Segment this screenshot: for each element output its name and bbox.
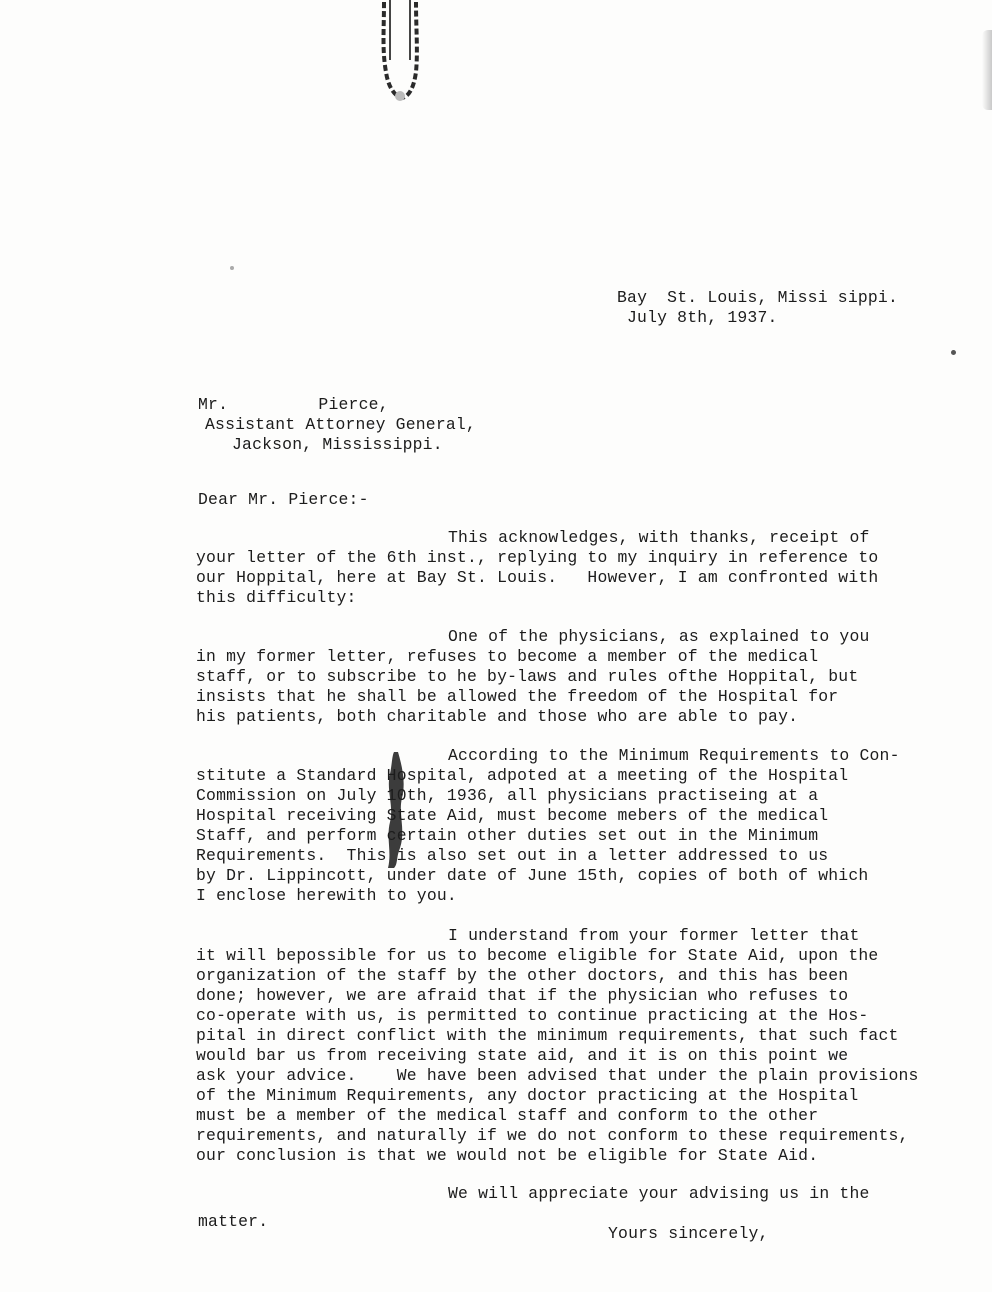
paragraph-1-line: your letter of the 6th inst., replying to my inquiry in reference to <box>196 548 879 567</box>
paragraph-4-line: done; however, we are afraid that if the physician who refuses to <box>196 986 849 1005</box>
paragraph-4-line: must be a member of the medical staff and conform to the other <box>196 1106 819 1125</box>
paragraph-2-line: in my former letter, refuses to become a member of the medical <box>196 647 819 666</box>
paragraph-2-line: One of the physicians, as explained to you <box>448 627 870 646</box>
paragraph-1-line: our Hoppital, here at Bay St. Louis. However, I am confronted with <box>196 568 879 587</box>
paragraph-2-line: staff, or to subscribe to he by-laws and rules ofthe Hoppital, but <box>196 667 859 686</box>
ink-speck <box>230 266 234 270</box>
paragraph-4-line: ask your advice. We have been advised that under the plain provisions <box>196 1066 919 1085</box>
closing: Yours sincerely, <box>608 1224 769 1243</box>
paragraph-3-line: Requirements. This is also set out in a letter addressed to us <box>196 846 829 865</box>
paragraph-3-line: Hospital receiving State Aid, must become mebers of the medical <box>196 806 829 825</box>
paragraph-5-line: matter. <box>198 1212 269 1231</box>
paragraph-4-line: pital in direct conflict with the minimum requirements, that such fact <box>196 1026 899 1045</box>
paragraph-4-line: our conclusion is that we would not be eligible for State Aid. <box>196 1146 819 1165</box>
paragraph-4-line: it will bepossible for us to become eligible for State Aid, upon the <box>196 946 879 965</box>
paragraph-3-line: Commission on July 10th, 1936, all physicians practiseing at a <box>196 786 819 805</box>
paragraph-1-line: this difficulty: <box>196 588 357 607</box>
addressee-name: Mr. Pierce, <box>198 395 389 414</box>
letter-place: Bay St. Louis, Missi sippi. <box>617 288 899 307</box>
addressee-title: Assistant Attorney General, <box>205 415 476 434</box>
letter-date: July 8th, 1937. <box>627 308 778 327</box>
paragraph-2-line: his patients, both charitable and those who are able to pay. <box>196 707 799 726</box>
paragraph-4-line: requirements, and naturally if we do not conform to these requirements, <box>196 1126 909 1145</box>
paragraph-5-line: We will appreciate your advising us in the <box>448 1184 870 1203</box>
paragraph-4-line: organization of the staff by the other doctors, and this has been <box>196 966 849 985</box>
paragraph-3-line: According to the Minimum Requirements to Con- <box>448 746 900 765</box>
paragraph-3-line: by Dr. Lippincott, under date of June 15th, copies of both of which <box>196 866 869 885</box>
paragraph-4-line: would bar us from receiving state aid, and it is on this point we <box>196 1046 849 1065</box>
paragraph-2-line: insists that he shall be allowed the freedom of the Hospital for <box>196 687 839 706</box>
binder-clip-mark <box>378 0 422 104</box>
paragraph-1-line: This acknowledges, with thanks, receipt of <box>448 528 870 547</box>
paragraph-3-line: stitute a Standard Hospital, adpoted at a meeting of the Hospital <box>196 766 849 785</box>
paragraph-4-line: of the Minimum Requirements, any doctor practicing at the Hospital <box>196 1086 859 1105</box>
salutation: Dear Mr. Pierce:- <box>198 490 369 509</box>
paragraph-3-line: Staff, and perform certain other duties set out in the Minimum <box>196 826 819 845</box>
paragraph-4-line: I understand from your former letter that <box>448 926 860 945</box>
addressee-city: Jackson, Mississippi. <box>232 435 443 454</box>
paragraph-4-line: co-operate with us, is permitted to continue practicing at the Hos- <box>196 1006 869 1025</box>
paragraph-3-line: I enclose herewith to you. <box>196 886 457 905</box>
ink-speck <box>951 350 956 355</box>
page-edge-shadow <box>982 30 992 110</box>
